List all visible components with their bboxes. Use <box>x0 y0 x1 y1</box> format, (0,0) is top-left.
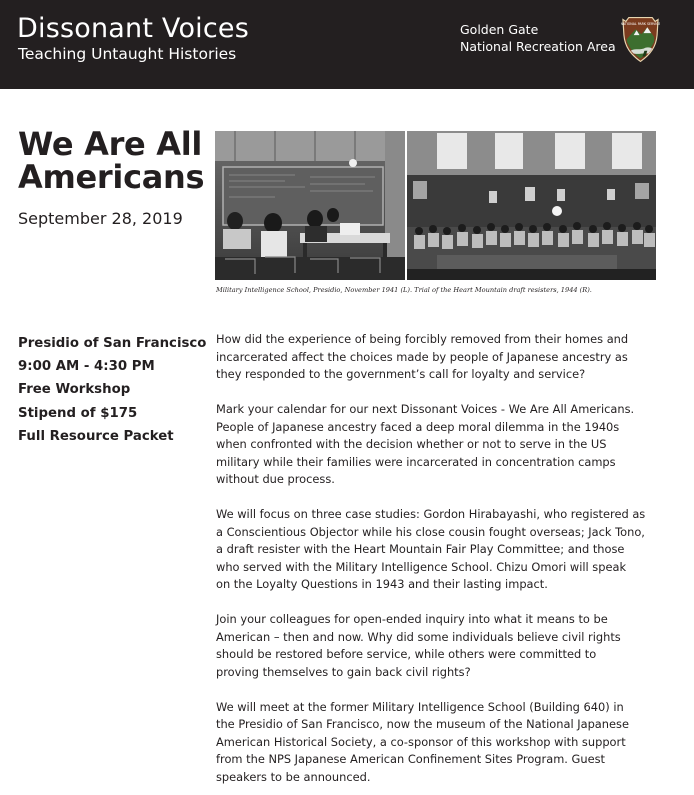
park-name-line2: National Recreation Area <box>460 39 616 54</box>
series-title: Dissonant Voices <box>17 13 250 44</box>
paragraph-venue <box>216 699 666 787</box>
photo-trial <box>407 131 656 280</box>
paragraph-line: from the NPS Japanese American Confinement Sites Program. Guest <box>216 752 605 766</box>
paragraph-line: Mark your calendar for our next Dissonant Voices - We Are All Americans. <box>216 402 635 416</box>
paragraph-case-studies <box>216 506 666 594</box>
event-title <box>18 125 208 196</box>
detail-location: Presidio of San Francisco <box>18 336 207 351</box>
paragraph-line: on the Loyalty Questions in 1943 and their lasting impact. <box>216 577 548 591</box>
park-name-line1: Golden Gate <box>460 22 539 37</box>
header-banner <box>0 0 694 89</box>
paragraph-line: We will meet at the former Military Intelligence School (Building 640) in <box>216 699 624 714</box>
paragraph-line: a draft resister with the Heart Mountain Fair Play Committee; and those <box>216 542 625 556</box>
photo-classroom <box>215 131 405 280</box>
paragraph-line: American – then and now. Why did some individuals believe civil rights <box>216 629 621 644</box>
event-title-line1: We Are All <box>18 125 203 163</box>
detail-stipend: Stipend of $175 <box>18 405 138 421</box>
paragraph-line: We will focus on three case studies: Gordon Hirabayashi, who registered as <box>216 507 646 521</box>
paragraph-line: a Conscientious Objector while his close cousin fought overseas; Jack Tono, <box>216 524 645 539</box>
paragraph-question <box>216 331 666 384</box>
event-details <box>18 332 208 448</box>
paragraph-line: when confronted with the decision whether or not to serve in the US <box>216 437 607 451</box>
paragraph-inquiry <box>216 611 666 681</box>
nps-arrowhead-icon <box>621 15 660 63</box>
paragraph-line: How did the experience of being forcibly removed from their homes and <box>216 332 629 346</box>
paragraph-announcement <box>216 401 666 489</box>
detail-cost: Free Workshop <box>18 382 131 398</box>
series-subtitle: Teaching Untaught Histories <box>18 45 237 63</box>
paragraph-line: military while their families were incarcerated in concentration camps <box>216 454 616 469</box>
detail-time: 9:00 AM - 4:30 PM <box>18 359 155 375</box>
paragraph-line: without due process. <box>216 472 335 486</box>
photo-caption: Military Intelligence School, Presidio, November 1941 (L). Trial of the Heart Mountain draft resisters, 1944 (R). <box>216 286 592 294</box>
detail-resources: Full Resource Packet <box>18 428 174 444</box>
paragraph-line: the Presidio of San Francisco, now the museum of the National Japanese <box>216 717 629 731</box>
paragraph-line: incarcerated affect the choices made by people of Japanese ancestry as <box>216 349 628 364</box>
nps-logo-text: NATIONAL PARK SERVICE <box>621 21 660 26</box>
paragraph-line: speakers to be announced. <box>216 769 371 784</box>
paragraph-line: American Historical Society, a co-sponsor of this workshop with support <box>216 734 626 749</box>
park-name <box>460 21 616 55</box>
paragraph-line: should be restored before service, while others were committed to <box>216 647 597 661</box>
paragraph-line: who served with the Military Intelligence School. Chizu Omori will speak <box>216 559 627 574</box>
paragraph-line: they responded to the government’s call for loyalty and service? <box>216 367 586 381</box>
paragraph-line: Join your colleagues for open-ended inquiry into what it means to be <box>216 612 608 626</box>
body-copy <box>216 331 666 795</box>
paragraph-line: People of Japanese ancestry faced a deep moral dilemma in the 1940s <box>216 419 620 434</box>
event-title-line2: Americans <box>18 158 205 196</box>
event-date: September 28, 2019 <box>18 209 183 228</box>
paragraph-line: proving themselves to gain back civil rights? <box>216 664 471 679</box>
